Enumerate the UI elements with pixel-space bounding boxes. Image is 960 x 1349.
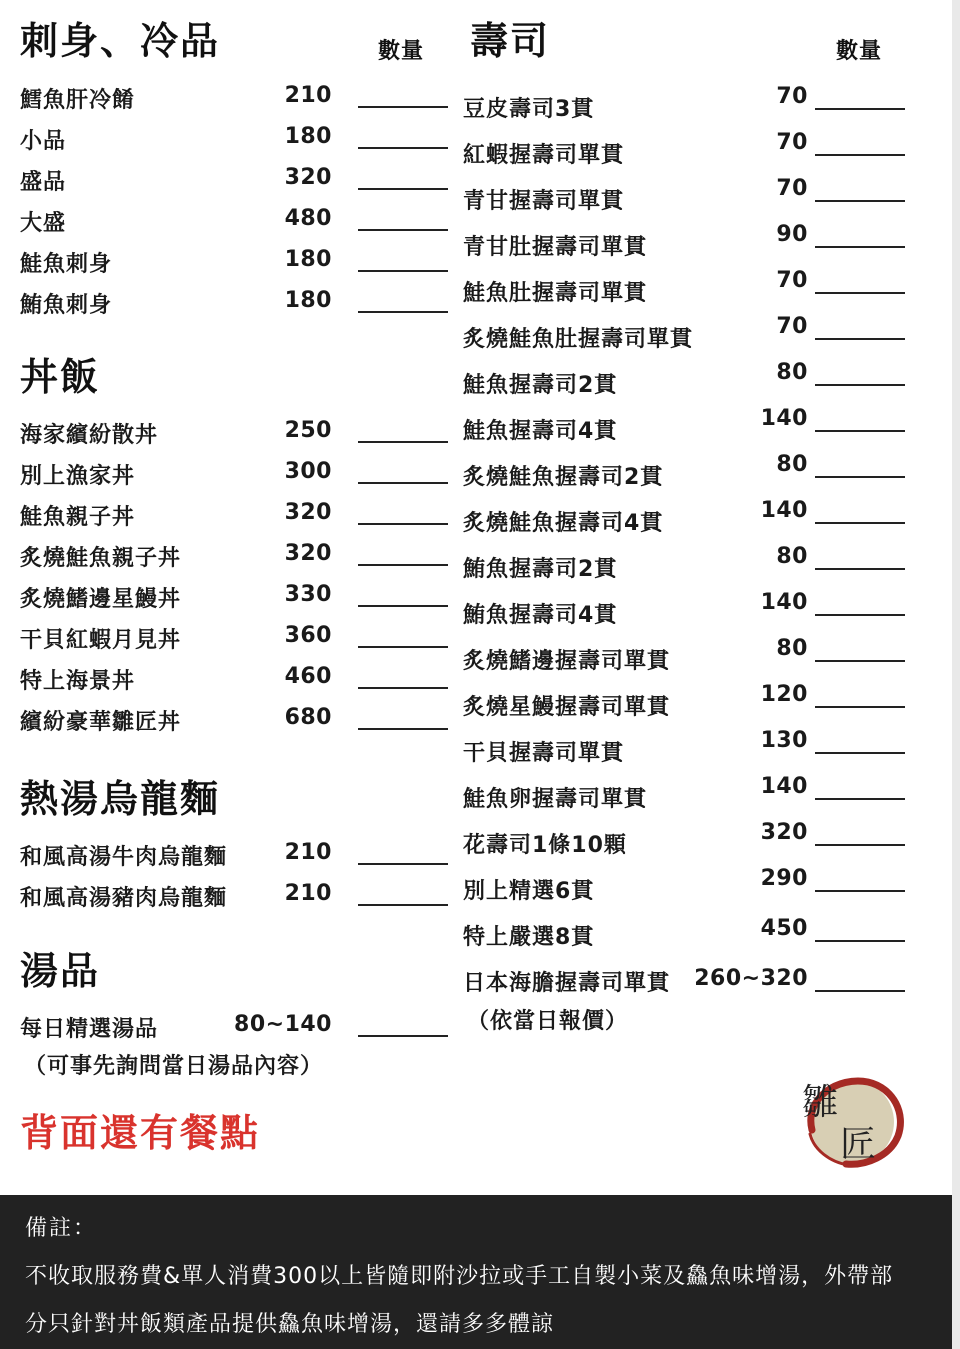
item-name: 炙燒星鰻握壽司單貫	[463, 695, 671, 720]
item-price: 320	[284, 541, 332, 566]
item-price: 80	[776, 452, 808, 477]
item-price: 70	[776, 314, 808, 339]
menu-item	[463, 864, 908, 910]
item-name: 炙燒鰭邊握壽司單貫	[463, 649, 671, 674]
item-price: 180	[284, 124, 332, 149]
menu-item	[463, 404, 908, 450]
qty-field[interactable]	[358, 646, 448, 648]
item-list	[20, 834, 448, 916]
item-price: 130	[760, 728, 808, 753]
item-name: 和風高湯豬肉烏龍麵	[20, 886, 228, 911]
qty-field[interactable]	[358, 687, 448, 689]
item-name: 盛品	[20, 170, 67, 195]
seal-char: 匠	[840, 1124, 877, 1165]
item-name: 日本海膽握壽司單貫	[463, 971, 671, 996]
menu-item	[463, 220, 908, 266]
sushi-note: （依當日報價）	[467, 1009, 629, 1034]
remarks-label: 備註：	[25, 1216, 98, 1241]
section-soup	[20, 940, 448, 1080]
item-price: 90	[776, 222, 808, 247]
qty-field[interactable]	[815, 384, 905, 386]
menu-item	[463, 266, 908, 312]
item-price: 210	[284, 840, 332, 865]
qty-field[interactable]	[358, 863, 448, 865]
menu-item	[463, 956, 908, 1002]
item-price: 330	[284, 582, 332, 607]
qty-field[interactable]	[815, 990, 905, 992]
qty-field[interactable]	[358, 441, 448, 443]
logo-seal	[790, 1070, 908, 1170]
qty-field[interactable]	[815, 798, 905, 800]
item-price: 70	[776, 130, 808, 155]
item-price: 210	[284, 83, 332, 108]
qty-field[interactable]	[358, 523, 448, 525]
item-list	[20, 1006, 448, 1047]
qty-field[interactable]	[358, 728, 448, 730]
qty-field[interactable]	[815, 706, 905, 708]
item-price: 460	[284, 664, 332, 689]
item-price: 70	[776, 84, 808, 109]
menu-item	[463, 634, 908, 680]
menu-item	[20, 453, 448, 494]
menu-item	[20, 241, 448, 282]
qty-field[interactable]	[815, 200, 905, 202]
qty-header: 數量	[378, 39, 425, 64]
item-name: 鮪魚握壽司2貫	[463, 557, 618, 582]
menu-item	[20, 576, 448, 617]
section-title: 刺身、冷品	[20, 19, 221, 63]
menu-item	[463, 818, 908, 864]
section-donburi	[20, 346, 448, 740]
item-name: 炙燒鮭魚握壽司2貫	[463, 465, 664, 490]
item-name: 紅蝦握壽司單貫	[463, 143, 625, 168]
menu-item	[20, 159, 448, 200]
item-name: 別上精選6貫	[463, 879, 595, 904]
item-name: 鮭魚肚握壽司單貫	[463, 281, 648, 306]
item-name: 海家繽紛散丼	[20, 423, 159, 448]
menu-item	[20, 535, 448, 576]
item-name: 干貝握壽司單貫	[463, 741, 625, 766]
item-price: 120	[760, 682, 808, 707]
item-name: 青甘肚握壽司單貫	[463, 235, 648, 260]
qty-field[interactable]	[358, 311, 448, 313]
item-name: 豆皮壽司3貫	[463, 97, 595, 122]
qty-field[interactable]	[358, 106, 448, 108]
menu-item	[463, 174, 908, 220]
qty-field[interactable]	[815, 338, 905, 340]
item-price: 210	[284, 881, 332, 906]
item-price: 180	[284, 288, 332, 313]
menu-item	[463, 82, 908, 128]
qty-field[interactable]	[815, 430, 905, 432]
item-price: 320	[284, 500, 332, 525]
item-price: 70	[776, 176, 808, 201]
item-price: 480	[284, 206, 332, 231]
item-price: 140	[760, 498, 808, 523]
item-name: 每日精選湯品	[20, 1017, 159, 1042]
menu-item	[20, 412, 448, 453]
menu-item	[463, 910, 908, 956]
menu-item	[463, 358, 908, 404]
item-name: 鮪魚握壽司4貫	[463, 603, 618, 628]
qty-field[interactable]	[358, 482, 448, 484]
item-name: 鮭魚刺身	[20, 252, 113, 277]
item-price: 80	[776, 636, 808, 661]
qty-field[interactable]	[815, 940, 905, 942]
menu-item	[20, 617, 448, 658]
soup-note: （可事先詢問當日湯品內容）	[24, 1054, 324, 1079]
qty-field[interactable]	[358, 1035, 448, 1037]
item-name: 小品	[20, 129, 67, 154]
qty-field[interactable]	[358, 270, 448, 272]
item-name: 特上嚴選8貫	[463, 925, 595, 950]
item-price: 320	[760, 820, 808, 845]
menu-item	[20, 658, 448, 699]
item-price: 70	[776, 268, 808, 293]
menu-item	[463, 588, 908, 634]
qty-field[interactable]	[358, 188, 448, 190]
item-price: 360	[284, 623, 332, 648]
section-title: 丼飯	[20, 355, 101, 399]
qty-field[interactable]	[358, 904, 448, 906]
qty-field[interactable]	[358, 605, 448, 607]
item-name: 鮭魚握壽司2貫	[463, 373, 618, 398]
section-title: 熱湯烏龍麵	[20, 777, 221, 821]
item-price: 80	[776, 360, 808, 385]
item-name: 鮭魚卵握壽司單貫	[463, 787, 648, 812]
section-sushi	[463, 10, 908, 1035]
item-name: 鮭魚握壽司4貫	[463, 419, 618, 444]
qty-field[interactable]	[358, 229, 448, 231]
back-side-notice: 背面還有餐點	[20, 1111, 261, 1155]
section-sashimi	[20, 10, 448, 323]
remarks-footer	[0, 1195, 952, 1349]
item-price: 80	[776, 544, 808, 569]
item-name: 炙燒鮭魚肚握壽司單貫	[463, 327, 694, 352]
item-name: 和風高湯牛肉烏龍麵	[20, 845, 228, 870]
item-list	[20, 77, 448, 323]
menu-item	[20, 699, 448, 740]
qty-field[interactable]	[358, 564, 448, 566]
item-price: 140	[760, 590, 808, 615]
menu-item	[20, 118, 448, 159]
menu-item	[20, 1006, 448, 1047]
qty-field[interactable]	[815, 154, 905, 156]
menu-item	[463, 542, 908, 588]
item-price: 300	[284, 459, 332, 484]
menu-item	[463, 726, 908, 772]
item-list	[20, 412, 448, 740]
item-price: 80~140	[234, 1012, 332, 1037]
scrollbar-track[interactable]	[952, 0, 960, 1349]
menu-item	[20, 875, 448, 916]
qty-field[interactable]	[815, 614, 905, 616]
item-name: 特上海景丼	[20, 669, 136, 694]
section-title: 壽司	[470, 19, 551, 63]
menu-item	[463, 312, 908, 358]
menu-item	[463, 680, 908, 726]
seal-char: 雛	[802, 1082, 839, 1123]
item-name: 炙燒鰭邊星鰻丼	[20, 587, 182, 612]
item-name: 花壽司1條10顆	[463, 833, 627, 858]
item-name: 鮪魚刺身	[20, 293, 113, 318]
item-price: 680	[284, 705, 332, 730]
item-name: 干貝紅蝦月見丼	[20, 628, 182, 653]
section-udon	[20, 768, 448, 916]
item-price: 290	[760, 866, 808, 891]
qty-field[interactable]	[815, 844, 905, 846]
qty-field[interactable]	[815, 752, 905, 754]
remarks-text: 不收取服務費&單人消費300以上皆隨即附沙拉或手工自製小菜及鱻魚味增湯，外帶部分只針對丼飯類產品提供鱻魚味增湯，還請多多體諒	[25, 1264, 894, 1337]
item-name: 炙燒鮭魚握壽司4貫	[463, 511, 664, 536]
item-name: 鮭魚親子丼	[20, 505, 136, 530]
item-price: 450	[760, 916, 808, 941]
item-name: 炙燒鮭魚親子丼	[20, 546, 182, 571]
qty-field[interactable]	[815, 246, 905, 248]
menu-item	[20, 77, 448, 118]
menu-item	[20, 494, 448, 535]
item-price: 260~320	[694, 966, 808, 991]
menu-item	[463, 128, 908, 174]
qty-field[interactable]	[815, 568, 905, 570]
item-price: 320	[284, 165, 332, 190]
menu-item	[463, 496, 908, 542]
qty-field[interactable]	[815, 522, 905, 524]
qty-header: 數量	[836, 39, 883, 64]
item-name: 大盛	[20, 211, 67, 236]
item-price: 180	[284, 247, 332, 272]
item-list	[463, 82, 908, 1002]
item-price: 140	[760, 406, 808, 431]
item-name: 繽紛豪華雛匠丼	[20, 710, 182, 735]
item-name: 青甘握壽司單貫	[463, 189, 625, 214]
menu-item	[463, 772, 908, 818]
item-name: 鱈魚肝冷餚	[20, 88, 136, 113]
item-name: 別上漁家丼	[20, 464, 136, 489]
menu-item	[20, 834, 448, 875]
qty-field[interactable]	[358, 147, 448, 149]
qty-field[interactable]	[815, 660, 905, 662]
menu-item	[20, 200, 448, 241]
menu-item	[463, 450, 908, 496]
qty-field[interactable]	[815, 476, 905, 478]
item-price: 250	[284, 418, 332, 443]
qty-field[interactable]	[815, 108, 905, 110]
item-price: 140	[760, 774, 808, 799]
menu-item	[20, 282, 448, 323]
qty-field[interactable]	[815, 292, 905, 294]
qty-field[interactable]	[815, 890, 905, 892]
section-title: 湯品	[20, 949, 101, 993]
